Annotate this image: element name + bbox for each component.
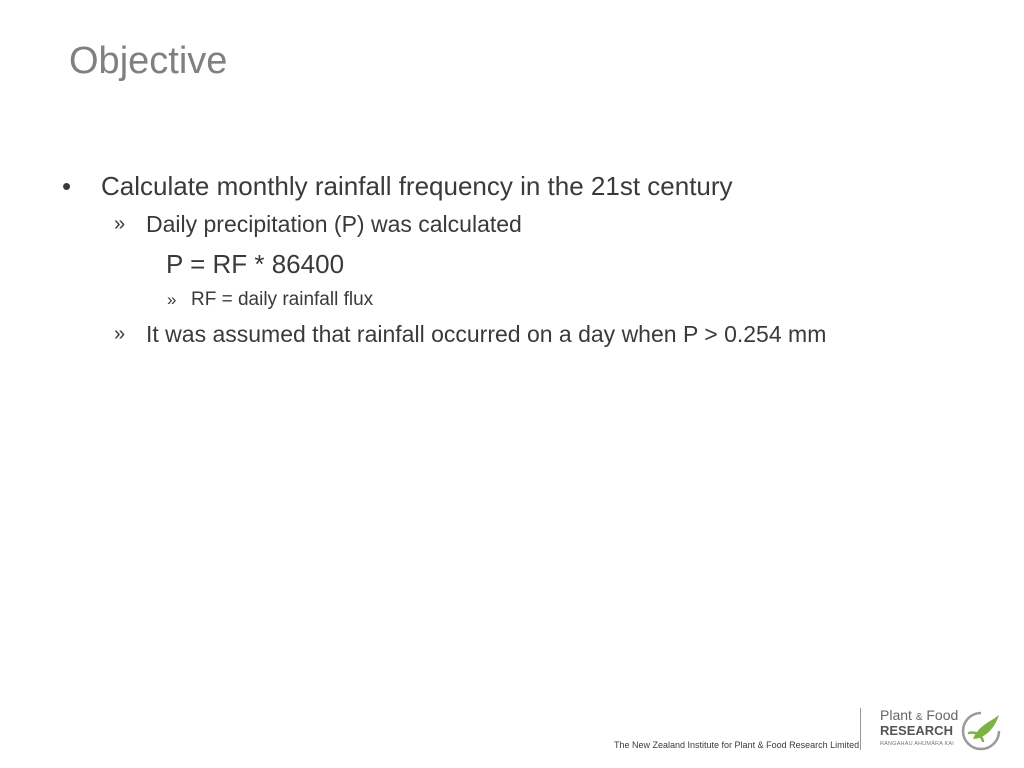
logo-word-plant: Plant [880, 707, 912, 723]
bullet-sub-assumption-text: It was assumed that rainfall occurred on a day when P > 0.254 mm [146, 321, 827, 347]
logo-tagline: RANGAHAU AHUMĀRA KAI [880, 741, 954, 747]
footer-institute: The New Zealand Institute for Plant & Food Research Limited [614, 740, 860, 750]
logo-ampersand: & [915, 712, 923, 723]
sub-bullet-marker: » [114, 323, 126, 345]
formula: P = RF * 86400 [166, 249, 345, 279]
logo-divider [860, 708, 861, 750]
sub-bullet-marker: » [167, 290, 177, 309]
leaf-swoosh-icon [959, 709, 1003, 753]
logo-wordmark-research: RESEARCH [880, 723, 953, 738]
bullet-sub-precipitation-text: Daily precipitation (P) was calculated [146, 211, 522, 237]
logo-word-food: Food [926, 707, 959, 723]
slide-title: Objective [69, 40, 228, 82]
sub-bullet-marker: » [114, 213, 126, 235]
plant-food-research-logo [880, 707, 1020, 753]
bullet-main-text: Calculate monthly rainfall frequency in the 21st century [101, 171, 733, 201]
bullet-marker: • [62, 171, 72, 201]
bullet-sub-rf-definition-text: RF = daily rainfall flux [191, 289, 374, 310]
